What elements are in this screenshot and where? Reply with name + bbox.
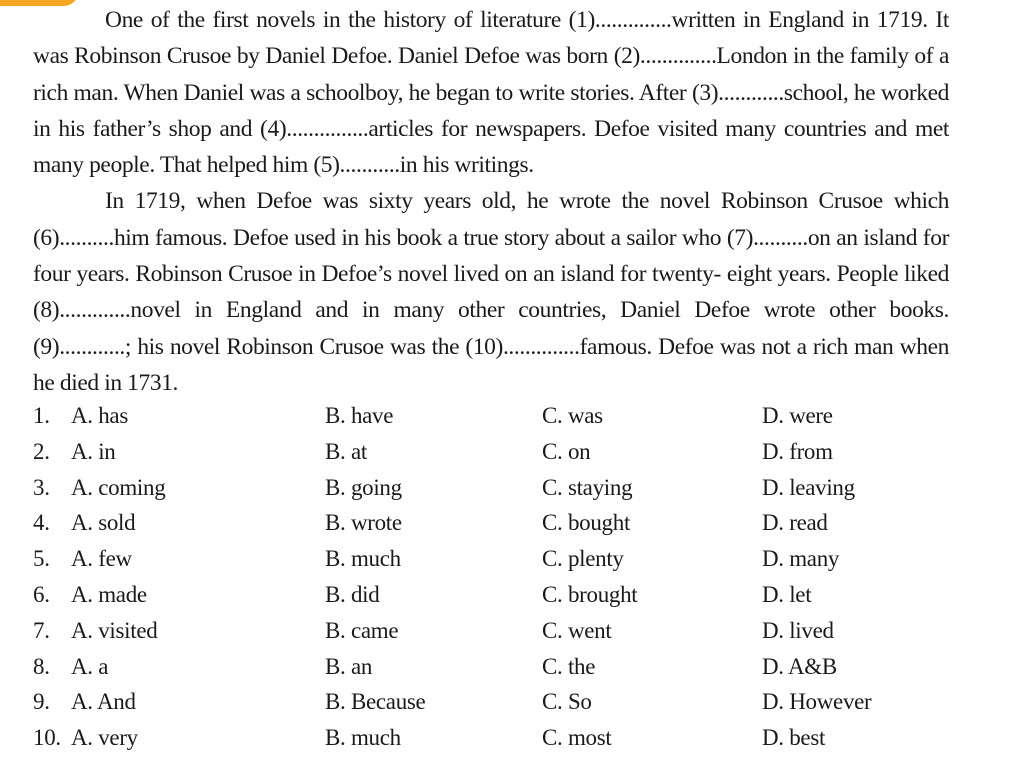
option-c: C. staying	[542, 474, 633, 500]
option-d: D. from	[762, 438, 833, 464]
option-b: B. wrote	[325, 510, 402, 536]
question-number: 3.	[33, 474, 50, 500]
option-b: B. going	[325, 474, 402, 500]
option-b: B. an	[325, 653, 373, 679]
option-a: A. visited	[71, 617, 158, 643]
option-d: D. A&B	[762, 653, 837, 679]
option-c: C. bought	[542, 510, 631, 536]
option-b: B. much	[325, 725, 401, 751]
question-row-2	[33, 434, 993, 470]
option-a: A. made	[71, 581, 147, 607]
question-row-3	[33, 470, 993, 506]
question-number: 7.	[33, 617, 50, 643]
option-d: D. read	[762, 510, 828, 536]
option-a: A. has	[71, 403, 128, 428]
question-number: 5.	[33, 546, 50, 572]
question-row-9	[33, 684, 993, 720]
question-row-7	[33, 613, 993, 649]
option-c: C. brought	[542, 581, 638, 607]
question-number: 8.	[33, 653, 50, 679]
option-b: B. came	[325, 617, 399, 643]
option-d: D. leaving	[762, 474, 855, 500]
reading-passage	[33, 2, 949, 401]
option-a: A. sold	[71, 510, 136, 536]
question-row-5	[33, 541, 993, 577]
option-b: B. did	[325, 581, 380, 607]
option-b: B. have	[325, 403, 394, 428]
option-b: B. at	[325, 438, 367, 464]
option-c: C. was	[542, 403, 603, 428]
option-c: C. most	[542, 725, 612, 751]
question-list	[33, 398, 993, 756]
option-c: C. on	[542, 438, 591, 464]
option-d: D. let	[762, 581, 812, 607]
option-a: A. a	[71, 653, 109, 679]
option-c: C. the	[542, 653, 596, 679]
option-a: A. And	[71, 689, 136, 715]
option-b: B. Because	[325, 689, 426, 715]
option-c: C. So	[542, 689, 592, 715]
option-c: C. went	[542, 617, 612, 643]
option-d: D. lived	[762, 617, 834, 643]
question-number: 4.	[33, 510, 50, 536]
option-d: D. many	[762, 546, 840, 572]
question-number: 1.	[33, 403, 50, 428]
question-row-1	[33, 398, 993, 434]
question-number: 6.	[33, 581, 50, 607]
option-a: A. very	[71, 725, 138, 751]
question-number: 10.	[33, 725, 61, 751]
question-row-10	[33, 720, 993, 756]
option-b: B. much	[325, 546, 401, 572]
option-a: A. few	[71, 546, 132, 572]
question-number: 2.	[33, 438, 50, 464]
option-a: A. in	[71, 438, 116, 464]
question-row-8	[33, 649, 993, 685]
option-d: D. best	[762, 725, 826, 751]
option-d: D. were	[762, 403, 833, 428]
question-row-4	[33, 505, 993, 541]
question-row-6	[33, 577, 993, 613]
passage-paragraph-1: One of the first novels in the history of literature (1)..............written in England in 1719. It was Robinson Crusoe by Daniel Defoe. Daniel Defoe was born (2)..............London in the family of a rich man. When Daniel was a schoolboy, he began to write stories. After (3)............school, he worked in his father’s shop and (4)...............articles for newspapers. Defoe visited many countries and met many people. That helped him (5)...........in his writings.	[33, 7, 949, 179]
passage-paragraph-2: In 1719, when Defoe was sixty years old, he wrote the novel Robinson Crusoe which (6)..........him famous. Defoe used in his book a true story about a sailor who (7)..........on an island for four years. Robinson Crusoe in Defoe’s novel lived on an island for twenty- eight years. People liked (8).............novel in England and in many other countries, Daniel Defoe wrote other books. (9)............; his novel Robinson Crusoe was the (10)..............famous. Defoe was not a rich man when he died in 1731.	[33, 188, 949, 396]
option-a: A. coming	[71, 474, 166, 500]
option-c: C. plenty	[542, 546, 624, 572]
option-d: D. However	[762, 689, 872, 715]
question-number: 9.	[33, 689, 50, 715]
